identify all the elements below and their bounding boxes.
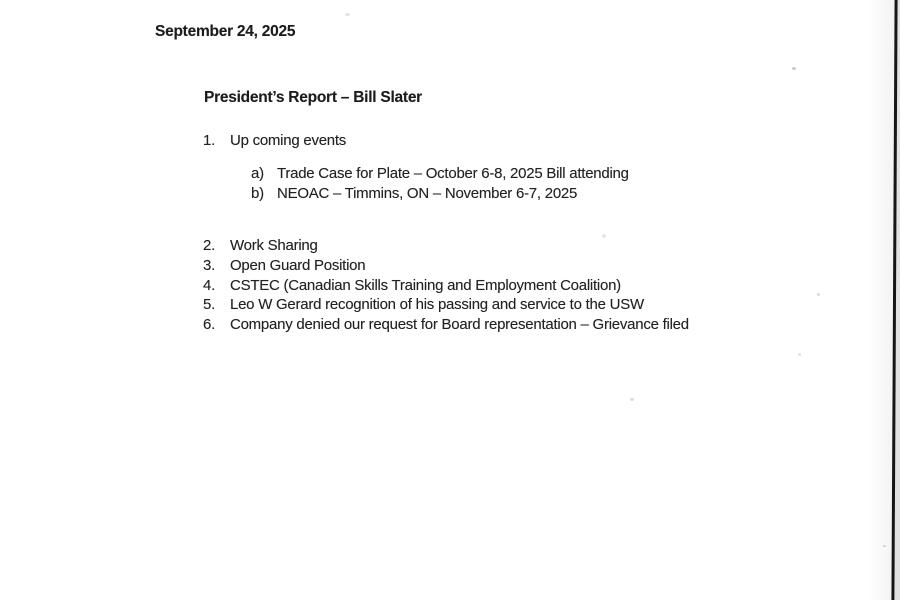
list-item-3	[203, 256, 365, 276]
list-item-2-text: Work Sharing	[230, 237, 318, 254]
list-item-6-number: 6.	[203, 316, 216, 333]
list-item-1	[203, 131, 346, 151]
scan-speck	[883, 545, 886, 547]
list-item-4-number: 4.	[203, 277, 216, 294]
scan-speck	[602, 234, 606, 238]
list-item-1-number: 1.	[203, 132, 216, 149]
list-item-6-text: Company denied our request for Board representation – Grievance filed	[230, 316, 689, 333]
sublist-item-b	[251, 184, 577, 204]
sublist-item-a	[251, 164, 629, 184]
scan-speck	[792, 67, 796, 70]
scan-speck	[630, 398, 634, 401]
sublist-item-a-text: Trade Case for Plate – October 6-8, 2025 Bill attending	[277, 165, 629, 182]
scan-speck	[345, 13, 350, 16]
list-item-6	[203, 315, 689, 335]
sublist-item-b-text: NEOAC – Timmins, ON – November 6-7, 2025	[277, 185, 578, 202]
list-item-3-number: 3.	[203, 257, 216, 274]
list-item-2	[203, 236, 318, 256]
report-title: President’s Report – Bill Slater	[204, 89, 422, 106]
list-item-2-number: 2.	[203, 237, 216, 254]
list-item-4	[203, 276, 621, 296]
list-item-5-number: 5.	[203, 296, 216, 313]
sublist-item-a-marker: a)	[251, 165, 264, 182]
document-date: September 24, 2025	[155, 23, 296, 40]
scan-speck	[798, 353, 801, 356]
list-item-5-text: Leo W Gerard recognition of his passing and service to the USW	[230, 296, 644, 313]
list-item-4-text: CSTEC (Canadian Skills Training and Employment Coalition)	[230, 277, 621, 294]
scan-speck	[817, 293, 820, 296]
sublist-item-b-marker: b)	[251, 185, 264, 202]
list-item-3-text: Open Guard Position	[230, 257, 366, 274]
list-item-5	[203, 295, 644, 315]
list-item-1-text: Up coming events	[230, 132, 347, 149]
